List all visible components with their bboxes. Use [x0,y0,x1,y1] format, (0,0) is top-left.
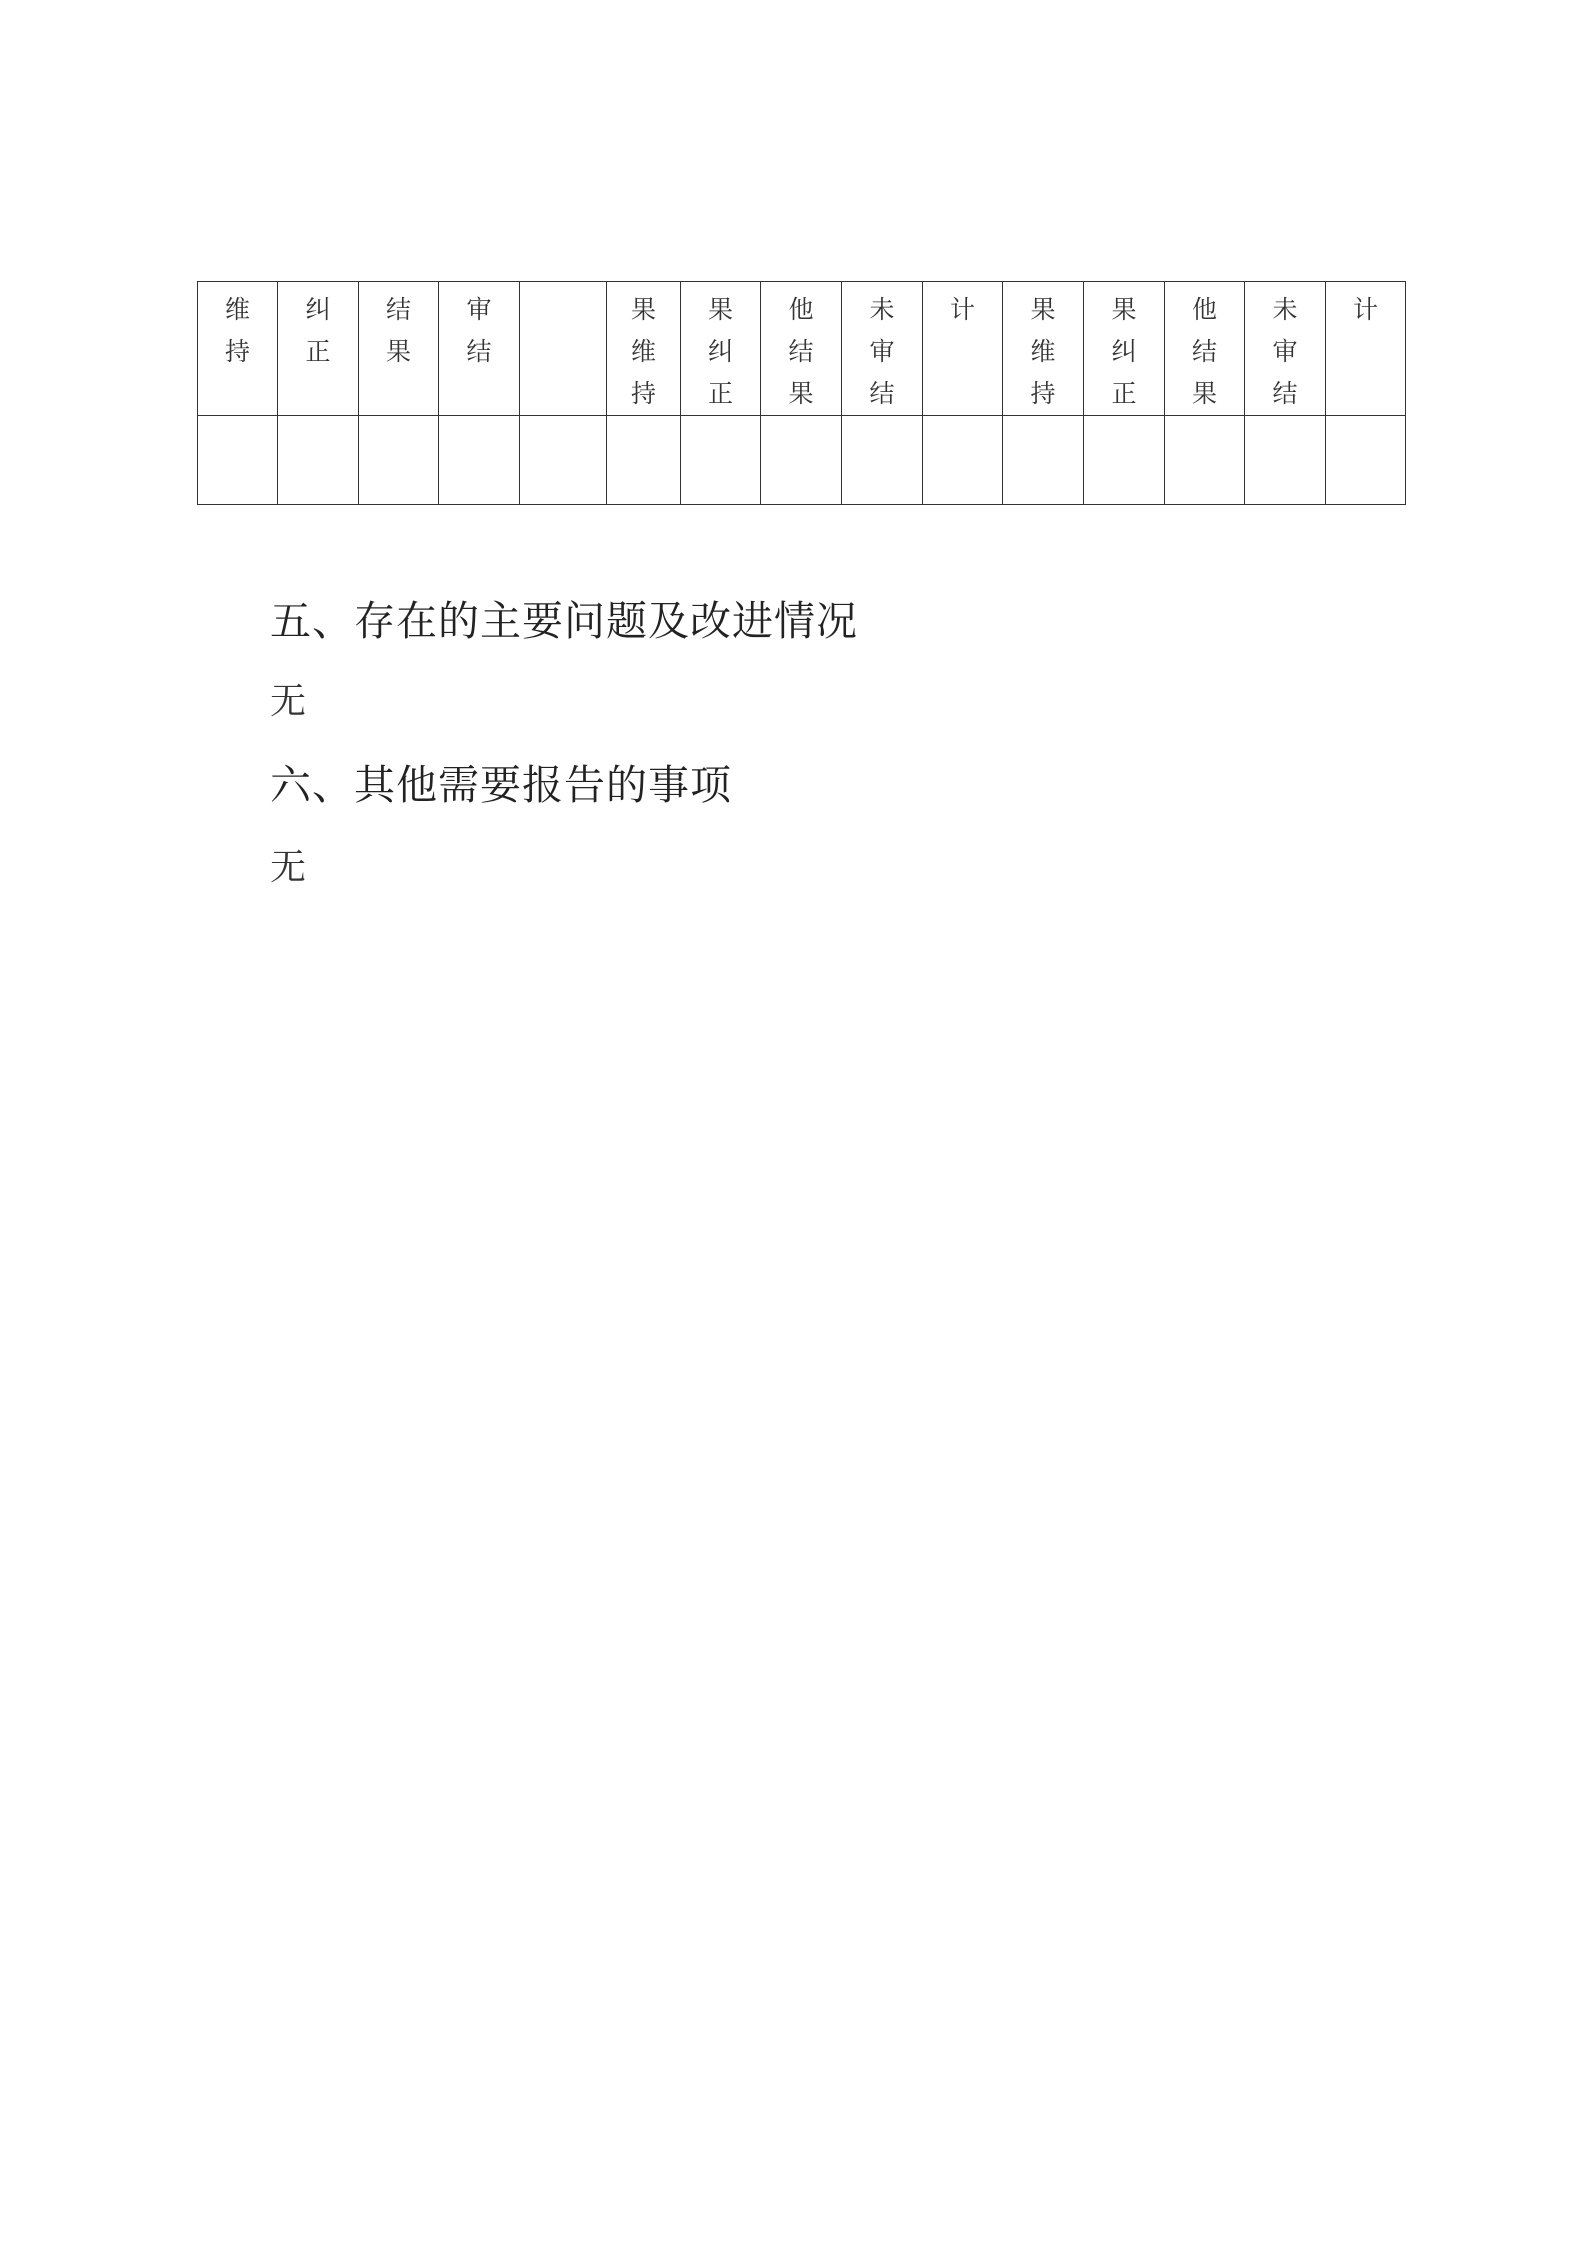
table-header-cell-empty [520,282,607,416]
table-header-cell: 他 结 果 [761,282,842,416]
table-cell [1084,416,1165,505]
section-heading-other-matters: 六、其他需要报告的事项 [270,761,732,809]
table-cell [439,416,520,505]
table-header-cell: 果 维 持 [607,282,681,416]
section-body-other-matters: 无 [270,847,307,888]
table-header-cell: 计 [923,282,1003,416]
table-header-cell: 未 审 结 [842,282,923,416]
table-header-cell: 果 纠 正 [1084,282,1165,416]
table-cell [278,416,359,505]
table-cell [1003,416,1084,505]
section-heading-problems: 五、存在的主要问题及改进情况 [270,597,858,645]
table-header-row [198,282,1406,416]
table-cell [607,416,681,505]
table-data-row [198,416,1406,505]
table-cell [198,416,278,505]
table-cell [1165,416,1245,505]
table-header-cell: 计 [1326,282,1406,416]
table-cell [761,416,842,505]
table-cell [1326,416,1406,505]
table-header-cell: 维 持 [198,282,278,416]
statistics-table [197,281,1406,505]
table-header-cell: 果 纠 正 [681,282,761,416]
table-cell [359,416,439,505]
table-header-cell: 未 审 结 [1245,282,1326,416]
table-cell [923,416,1003,505]
table-cell [520,416,607,505]
table-cell [681,416,761,505]
section-body-problems: 无 [270,681,307,722]
table-header-cell: 果 维 持 [1003,282,1084,416]
table-header-cell: 他 结 果 [1165,282,1245,416]
table-header-cell: 结 果 [359,282,439,416]
table-header-cell: 纠 正 [278,282,359,416]
table-cell [842,416,923,505]
table-cell [1245,416,1326,505]
table-header-cell: 审 结 [439,282,520,416]
